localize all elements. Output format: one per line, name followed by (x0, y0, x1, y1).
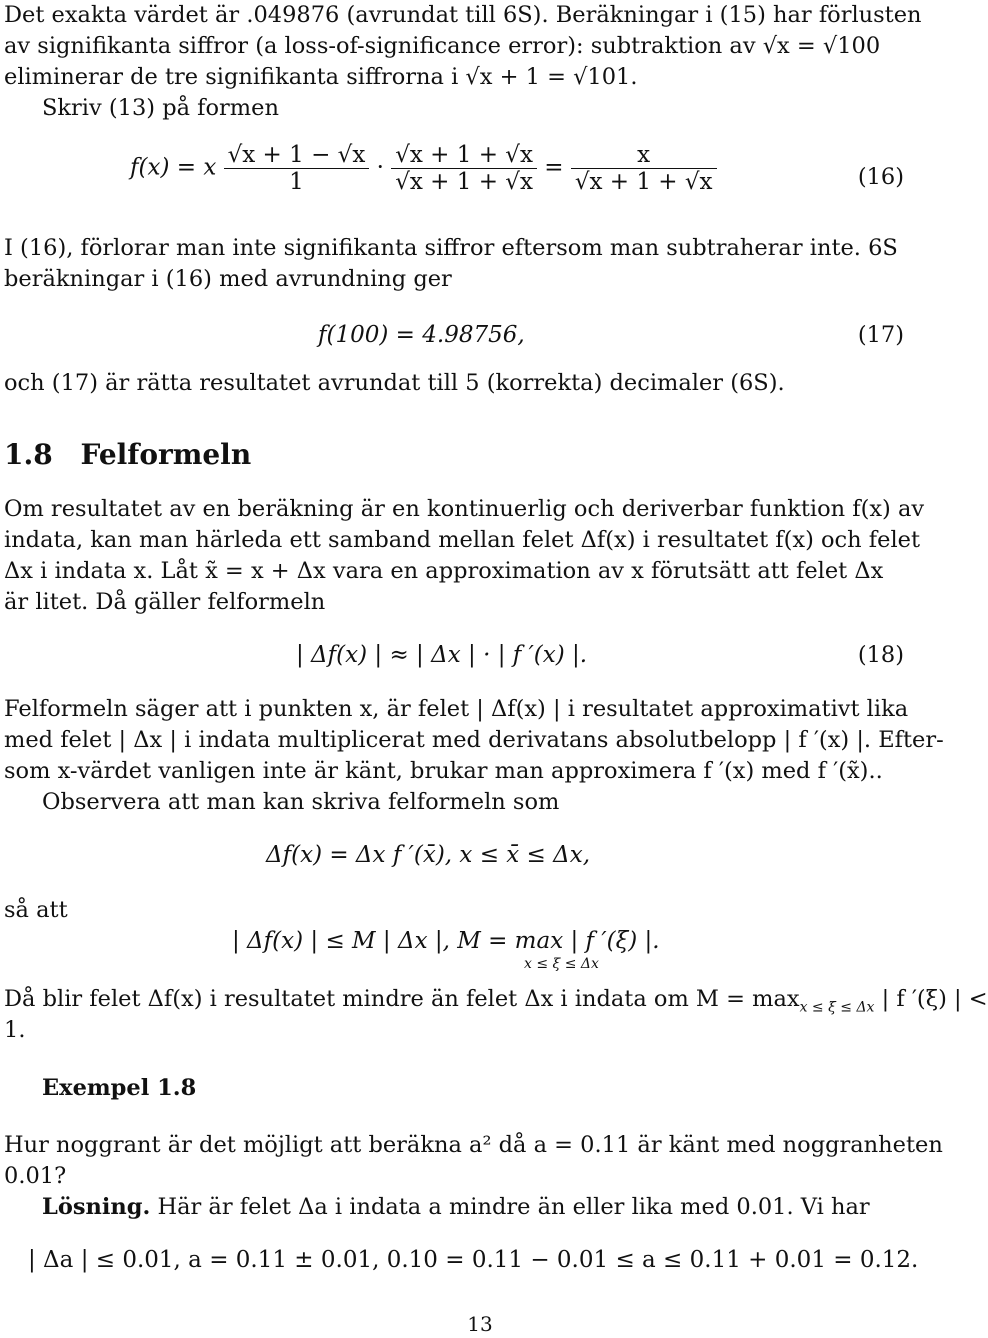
intro-line-1: Det exakta värdet är .049876 (avrundat till 6S). Beräkningar i (15) har förlusten (4, 2, 922, 28)
eq16-f3-numerator: x (637, 142, 651, 168)
eq16-f1-denominator: 1 (224, 168, 370, 195)
intro-line-3: eliminerar de tre signifikanta siffrorna i √x + 1 = √101. (4, 64, 638, 90)
para19-line-2: med felet | Δx | i indata multiplicerat med derivatans absolutbelopp | f ′(x) |. Efter- (4, 727, 944, 753)
equation-error-mean-value: Δf(x) = Δx f ′(x̄), x ≤ x̄ ≤ Δx, (266, 842, 591, 868)
para20-line-1-tail: | f ′(ξ) | < (881, 986, 988, 1012)
section-number: 1.8 (4, 438, 53, 471)
para18-line-4: är litet. Då gäller felformeln (4, 589, 326, 615)
para19-line-3: som x-värdet vanligen inte är känt, brukar man approximera f ′(x) med f ′(x̃).. (4, 758, 883, 784)
para16-line-2: beräkningar i (16) med avrundning ger (4, 266, 452, 292)
equation-error-bound-subscript: x ≤ ξ ≤ Δx (524, 956, 599, 972)
para19-line-4: Observera att man kan skriva felformeln som (42, 789, 560, 815)
eq16-lhs: f(x) = x (130, 154, 217, 181)
equation-final: | Δa | ≤ 0.01, a = 0.11 ± 0.01, 0.10 = 0.11 − 0.01 ≤ a ≤ 0.11 + 0.01 = 0.12. (28, 1247, 919, 1273)
equation-16: f(x) = x $\frac{√x + 1 - √x}{1}$ · $\frac{√x + 1 + √x}{√x + 1 + √x}$ = $\frac{x}{√x + 1 + √x}$ (130, 142, 717, 195)
page-number: 13 (467, 1312, 493, 1336)
equation-17: f(100) = 4.98756, (318, 322, 525, 348)
eq16-number: (16) (857, 164, 904, 190)
eq16-fraction-3 (571, 142, 717, 195)
para21-line-2: 0.01? (4, 1163, 67, 1189)
para20-line-1-subscript: x ≤ ξ ≤ Δx (799, 999, 875, 1016)
eq18-number: (18) (857, 642, 904, 668)
para19-line-1: Felformeln säger att i punkten x, är felet | Δf(x) | i resultatet approximativt lika (4, 696, 909, 722)
eq16-fraction-2 (391, 142, 537, 195)
eq16-f2-numerator: √x + 1 + √x (395, 142, 533, 168)
solution-label: Lösning. (42, 1194, 151, 1220)
para20-line-2: 1. (4, 1017, 26, 1043)
para20-line-1 (4, 984, 988, 1024)
solution-line (42, 1192, 870, 1223)
example-heading: Exempel 1.8 (42, 1075, 197, 1101)
eq16-f2-denominator: √x + 1 + √x (391, 168, 537, 195)
equation-18: | Δf(x) | ≈ | Δx | · | f ′(x) |. (296, 642, 588, 668)
intro-line-4: Skriv (13) på formen (42, 95, 279, 121)
eq16-fraction-1 (224, 142, 370, 195)
para16-line-1: I (16), förlorar man inte signifikanta siffror eftersom man subtraherar inte. 6S (4, 235, 898, 261)
solution-text: Här är felet Δa i indata a mindre än eller lika med 0.01. Vi har (157, 1194, 870, 1220)
section-title: Felformeln (80, 438, 252, 471)
para18-line-2: indata, kan man härleda ett samband mellan felet Δf(x) i resultatet f(x) och felet (4, 527, 920, 553)
para18-line-1: Om resultatet av en beräkning är en kontinuerlig och deriverbar funktion f(x) av (4, 496, 925, 522)
eq16-f3-denominator: √x + 1 + √x (571, 168, 717, 195)
intro-line-2: av signifikanta siffror (a loss-of-significance error): subtraktion av √x = √100 (4, 33, 881, 59)
eq16-f1-numerator: √x + 1 − √x (227, 142, 366, 168)
equation-error-bound: | Δf(x) | ≤ M | Δx |, M = max | f ′(ξ) |. (232, 928, 660, 954)
so-that-label: så att (4, 897, 68, 923)
para18-line-3: Δx i indata x. Låt x̃ = x + Δx vara en approximation av x förutsätt att felet Δx (4, 558, 884, 584)
section-heading (4, 438, 251, 471)
para20-line-1-main: Då blir felet Δf(x) i resultatet mindre än felet Δx i indata om M = max (4, 986, 800, 1012)
eq17-number: (17) (857, 322, 904, 348)
para21-line-1: Hur noggrant är det möjligt att beräkna a² då a = 0.11 är känt med noggranheten (4, 1132, 943, 1158)
para17-line-1: och (17) är rätta resultatet avrundat till 5 (korrekta) decimaler (6S). (4, 370, 785, 396)
